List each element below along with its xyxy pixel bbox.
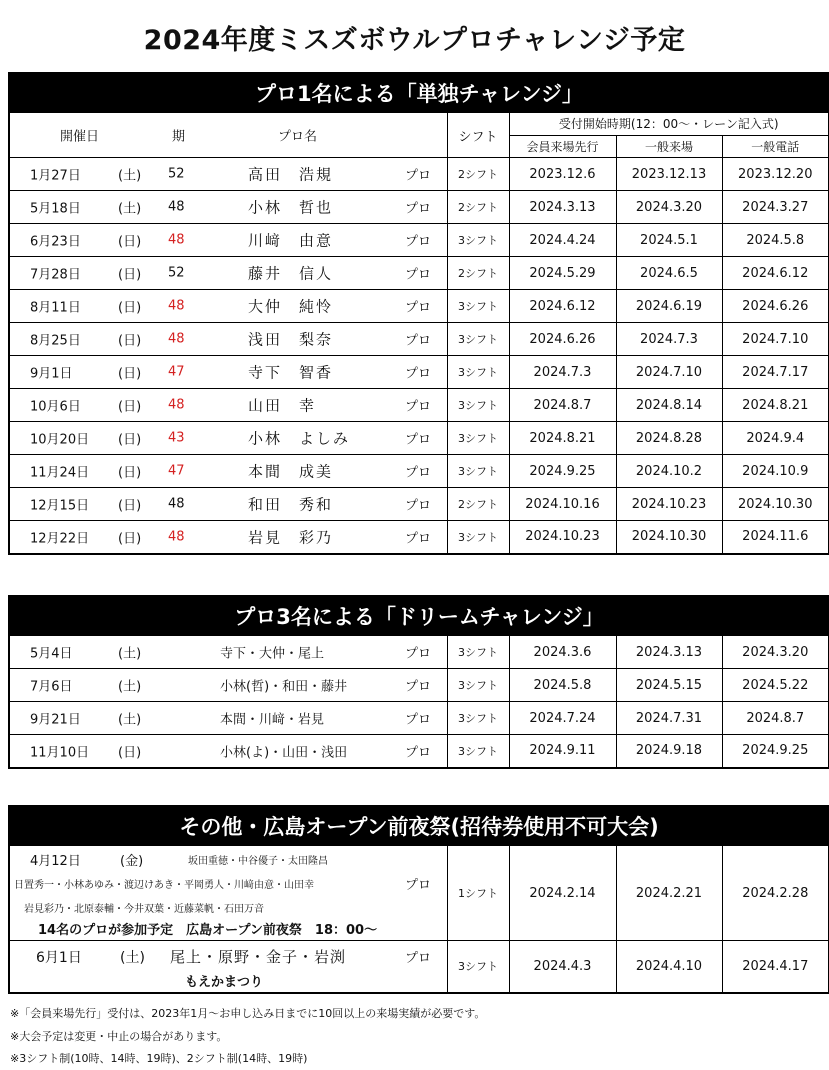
- row-phone-date: 2024.7.10: [722, 323, 829, 356]
- footnote-change: ※大会予定は変更・中止の場合があります。: [10, 1030, 228, 1043]
- row-pro-name: 岩見 彩乃: [248, 528, 334, 547]
- row-pro-label: プロ: [405, 333, 432, 349]
- row-day: (日): [118, 432, 142, 448]
- row-shift: 3シフト: [447, 389, 509, 422]
- row-date: 8月11日: [30, 300, 81, 316]
- row-day: (土): [118, 201, 142, 217]
- row-phone-date: 2024.3.20: [722, 636, 829, 669]
- event-row-moeka: [9, 941, 829, 993]
- row-day: (日): [118, 366, 142, 382]
- row-visit-date: 2024.9.18: [616, 735, 722, 768]
- row-member-date: 2024.8.7: [509, 389, 616, 422]
- row-date: 7月28日: [30, 267, 81, 283]
- row-pro-names: 小林(哲)・和田・藤井: [220, 679, 348, 695]
- row-shift: 3シフト: [447, 356, 509, 389]
- solo-row-details: [9, 455, 447, 488]
- row-date: 10月6日: [30, 399, 81, 415]
- row-date: 5月4日: [30, 646, 73, 662]
- row-visit-date: 2024.8.28: [616, 422, 722, 455]
- solo-row: [9, 191, 829, 224]
- row-date: 5月18日: [30, 201, 81, 217]
- row-pro-label: プロ: [405, 498, 432, 514]
- row-phone-date: 2024.3.27: [722, 191, 829, 224]
- row-member-date: 2024.3.13: [509, 191, 616, 224]
- row-pro-label: プロ: [405, 531, 432, 547]
- row-pro-name: 小林 哲也: [248, 198, 334, 217]
- row-date: 8月25日: [30, 333, 81, 349]
- event2-phone: 2024.4.17: [722, 941, 829, 993]
- solo-row-details: [9, 389, 447, 422]
- event2-shift: 3シフト: [447, 941, 509, 993]
- row-pro-label: プロ: [405, 300, 432, 316]
- row-ki: 47: [168, 364, 185, 380]
- row-phone-date: 2024.6.26: [722, 290, 829, 323]
- row-visit-date: 2024.10.30: [616, 521, 722, 554]
- solo-row: [9, 455, 829, 488]
- row-member-date: 2024.7.3: [509, 356, 616, 389]
- row-shift: 3シフト: [447, 735, 509, 768]
- row-visit-date: 2024.5.1: [616, 224, 722, 257]
- solo-row: [9, 389, 829, 422]
- row-shift: 3シフト: [447, 290, 509, 323]
- row-pro-name: 山田 幸: [248, 396, 317, 415]
- solo-row: [9, 158, 829, 191]
- row-day: (土): [118, 646, 142, 662]
- row-ki: 48: [168, 496, 185, 512]
- header-date: 開催日: [60, 129, 100, 145]
- row-date: 9月1日: [30, 366, 73, 382]
- row-pro-label: プロ: [405, 366, 432, 382]
- row-ki: 48: [168, 331, 185, 347]
- dream-row-details: [9, 669, 447, 702]
- row-shift: 2シフト: [447, 488, 509, 521]
- event1-pro-label: プロ: [405, 878, 432, 893]
- solo-row-details: [9, 521, 447, 554]
- event1-phone: 2024.2.28: [722, 846, 829, 941]
- solo-challenge-header: プロ1名による「単独チャレンジ」: [9, 73, 829, 113]
- row-day: (日): [118, 234, 142, 250]
- row-phone-date: 2023.12.20: [722, 158, 829, 191]
- row-day: (日): [118, 498, 142, 514]
- row-pro-label: プロ: [405, 432, 432, 448]
- row-pro-label: プロ: [405, 201, 432, 217]
- row-shift: 2シフト: [447, 257, 509, 290]
- event2-visit: 2024.4.10: [616, 941, 722, 993]
- row-shift: 3シフト: [447, 224, 509, 257]
- solo-row: [9, 257, 829, 290]
- row-day: (日): [118, 333, 142, 349]
- row-pro-name: 浅田 梨奈: [248, 330, 334, 349]
- row-member-date: 2024.5.8: [509, 669, 616, 702]
- event1-visit: 2024.2.21: [616, 846, 722, 941]
- row-phone-date: 2024.6.12: [722, 257, 829, 290]
- solo-row: [9, 422, 829, 455]
- row-day: (日): [118, 300, 142, 316]
- solo-challenge-table: [8, 72, 829, 555]
- row-phone-date: 2024.10.30: [722, 488, 829, 521]
- row-member-date: 2024.4.24: [509, 224, 616, 257]
- row-ki: 47: [168, 463, 185, 479]
- dream-row: [9, 669, 829, 702]
- row-date: 9月21日: [30, 712, 81, 728]
- row-pro-names: 寺下・大仲・尾上: [220, 646, 325, 662]
- solo-row-details: [9, 257, 447, 290]
- row-day: (日): [118, 267, 142, 283]
- row-date: 7月6日: [30, 679, 73, 695]
- row-visit-date: 2024.10.23: [616, 488, 722, 521]
- row-date: 10月20日: [30, 432, 90, 448]
- row-pro-name: 川﨑 由意: [248, 231, 334, 250]
- row-pro-name: 本間 成美: [248, 462, 334, 481]
- row-day: (土): [118, 712, 142, 728]
- row-pro-label: プロ: [405, 712, 432, 728]
- row-ki: 48: [168, 232, 185, 248]
- row-phone-date: 2024.5.8: [722, 224, 829, 257]
- solo-row: [9, 290, 829, 323]
- row-phone-date: 2024.9.4: [722, 422, 829, 455]
- row-pro-names: 小林(よ)・山田・浅田: [220, 745, 348, 761]
- row-phone-date: 2024.8.7: [722, 702, 829, 735]
- footnote-shifts: ※3シフト制(10時、14時、19時)、2シフト制(14時、19時): [10, 1052, 308, 1065]
- event2-pro-label: プロ: [405, 951, 432, 966]
- solo-row-details: [9, 488, 447, 521]
- solo-row: [9, 323, 829, 356]
- row-visit-date: 2024.7.10: [616, 356, 722, 389]
- event1-member: 2024.2.14: [509, 846, 616, 941]
- row-member-date: 2024.10.23: [509, 521, 616, 554]
- solo-row: [9, 224, 829, 257]
- event2-note: もえかまつり: [185, 975, 264, 990]
- row-date: 1月27日: [30, 168, 81, 184]
- solo-row-details: [9, 191, 447, 224]
- event1-pros-line3: 岩見彩乃・北原泰輔・今井双葉・近藤菜帆・石田万音: [24, 904, 264, 915]
- row-ki: 52: [168, 265, 185, 281]
- row-ki: 48: [168, 397, 185, 413]
- header-reception: 受付開始時期(12：00～・レーン記入式): [509, 113, 829, 136]
- event2-member: 2024.4.3: [509, 941, 616, 993]
- row-member-date: 2024.6.12: [509, 290, 616, 323]
- row-ki: 48: [168, 529, 185, 545]
- row-pro-name: 小林 よしみ: [248, 429, 351, 448]
- row-member-date: 2024.6.26: [509, 323, 616, 356]
- row-member-date: 2024.8.21: [509, 422, 616, 455]
- row-ki: 52: [168, 166, 185, 182]
- dream-challenge-table: [8, 595, 829, 769]
- event1-date: 4月12日: [30, 854, 81, 869]
- row-date: 12月15日: [30, 498, 90, 514]
- row-day: (土): [118, 679, 142, 695]
- row-member-date: 2024.9.25: [509, 455, 616, 488]
- row-pro-label: プロ: [405, 465, 432, 481]
- row-visit-date: 2024.10.2: [616, 455, 722, 488]
- header-general-visit: 一般来場: [616, 135, 722, 158]
- row-pro-label: プロ: [405, 679, 432, 695]
- solo-row-details: [9, 158, 447, 191]
- row-shift: 3シフト: [447, 636, 509, 669]
- row-pro-name: 寺下 智香: [248, 363, 334, 382]
- dream-row: [9, 702, 829, 735]
- solo-row-details: [9, 356, 447, 389]
- row-day: (日): [118, 531, 142, 547]
- row-pro-label: プロ: [405, 745, 432, 761]
- dream-challenge-header: プロ3名による「ドリームチャレンジ」: [9, 596, 829, 636]
- event1-pros-line2: 日置秀一・小林あゆみ・渡辺けあき・平岡勇人・川﨑由意・山田幸: [14, 880, 314, 891]
- solo-row-details: [9, 224, 447, 257]
- row-shift: 3シフト: [447, 521, 509, 554]
- row-day: (土): [118, 168, 142, 184]
- row-member-date: 2023.12.6: [509, 158, 616, 191]
- header-ki: 期: [172, 129, 186, 145]
- row-pro-label: プロ: [405, 168, 432, 184]
- row-visit-date: 2024.8.14: [616, 389, 722, 422]
- column-headers: [9, 113, 447, 158]
- row-date: 12月22日: [30, 531, 90, 547]
- row-pro-label: プロ: [405, 234, 432, 250]
- dream-row-details: [9, 636, 447, 669]
- row-phone-date: 2024.9.25: [722, 735, 829, 768]
- footnote-member: ※「会員来場先行」受付は、2023年1月～お申し込み日までに10回以上の来場実績が必要です。: [10, 1007, 486, 1020]
- row-shift: 3シフト: [447, 669, 509, 702]
- row-visit-date: 2024.6.19: [616, 290, 722, 323]
- event1-details: [9, 846, 447, 941]
- row-shift: 3シフト: [447, 323, 509, 356]
- row-shift: 3シフト: [447, 422, 509, 455]
- row-pro-name: 藤井 信人: [248, 264, 334, 283]
- row-day: (日): [118, 465, 142, 481]
- event2-date: 6月1日: [36, 950, 82, 966]
- row-date: 11月10日: [30, 745, 90, 761]
- header-shift: シフト: [447, 113, 509, 158]
- event2-names: 尾上・原野・金子・岩渕: [170, 948, 347, 966]
- event1-day: (金): [120, 854, 144, 869]
- row-date: 11月24日: [30, 465, 90, 481]
- row-phone-date: 2024.5.22: [722, 669, 829, 702]
- header-pro-name: プロ名: [278, 129, 318, 145]
- solo-row: [9, 521, 829, 554]
- other-events-table: [8, 805, 829, 994]
- event-row-hiroshima: [9, 846, 829, 941]
- page-title: 2024年度ミスズボウルプロチャレンジ予定: [143, 25, 686, 56]
- row-day: (日): [118, 399, 142, 415]
- dream-row-details: [9, 735, 447, 768]
- row-ki: 48: [168, 199, 185, 215]
- row-phone-date: 2024.8.21: [722, 389, 829, 422]
- row-phone-date: 2024.10.9: [722, 455, 829, 488]
- solo-row-details: [9, 290, 447, 323]
- row-member-date: 2024.10.16: [509, 488, 616, 521]
- row-phone-date: 2024.7.17: [722, 356, 829, 389]
- row-member-date: 2024.5.29: [509, 257, 616, 290]
- header-member-first: 会員来場先行: [509, 135, 616, 158]
- dream-row: [9, 735, 829, 768]
- solo-row-details: [9, 422, 447, 455]
- row-visit-date: 2024.3.13: [616, 636, 722, 669]
- row-pro-label: プロ: [405, 399, 432, 415]
- header-general-phone: 一般電話: [722, 135, 829, 158]
- row-shift: 3シフト: [447, 455, 509, 488]
- dream-row: [9, 636, 829, 669]
- row-visit-date: 2024.6.5: [616, 257, 722, 290]
- row-shift: 2シフト: [447, 191, 509, 224]
- row-shift: 2シフト: [447, 158, 509, 191]
- row-member-date: 2024.3.6: [509, 636, 616, 669]
- row-visit-date: 2024.7.31: [616, 702, 722, 735]
- event1-shift: 1シフト: [447, 846, 509, 941]
- solo-row-details: [9, 323, 447, 356]
- event2-details: [9, 941, 447, 993]
- row-member-date: 2024.9.11: [509, 735, 616, 768]
- row-visit-date: 2023.12.13: [616, 158, 722, 191]
- row-visit-date: 2024.7.3: [616, 323, 722, 356]
- event2-day: (土): [120, 950, 145, 966]
- other-events-header: その他・広島オープン前夜祭(招待券使用不可大会): [9, 806, 829, 846]
- solo-row: [9, 488, 829, 521]
- row-pro-names: 本間・川﨑・岩見: [220, 712, 325, 728]
- row-phone-date: 2024.11.6: [722, 521, 829, 554]
- row-shift: 3シフト: [447, 702, 509, 735]
- dream-row-details: [9, 702, 447, 735]
- solo-row: [9, 356, 829, 389]
- row-pro-label: プロ: [405, 646, 432, 662]
- row-pro-name: 大仲 純怜: [248, 297, 334, 316]
- event1-note: 14名のプロが参加予定 広島オープン前夜祭 18：00～: [38, 923, 378, 938]
- row-day: (日): [118, 745, 142, 761]
- row-pro-name: 和田 秀和: [248, 495, 334, 514]
- row-ki: 43: [168, 430, 185, 446]
- row-visit-date: 2024.5.15: [616, 669, 722, 702]
- row-ki: 48: [168, 298, 185, 314]
- row-pro-name: 高田 浩規: [248, 165, 334, 184]
- row-member-date: 2024.7.24: [509, 702, 616, 735]
- event1-pros-line1: 坂田重徳・中谷優子・太田隆昌: [188, 856, 328, 867]
- row-visit-date: 2024.3.20: [616, 191, 722, 224]
- row-pro-label: プロ: [405, 267, 432, 283]
- row-date: 6月23日: [30, 234, 81, 250]
